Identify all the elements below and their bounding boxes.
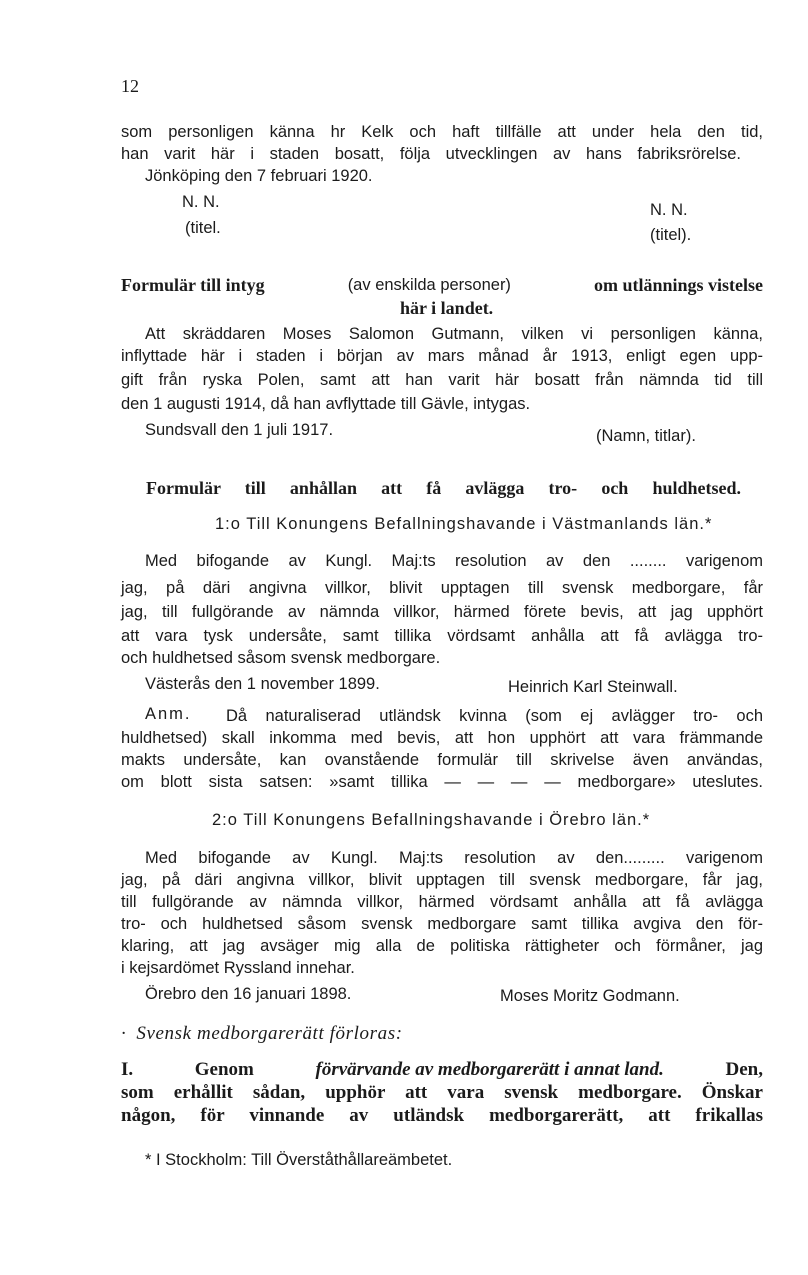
form-heading-normal: (av enskilda personer) — [347, 276, 511, 294]
paragraph-line: jag, till fullgörande av nämnda villkor, härmed förete bevis, att jag upphört — [121, 603, 763, 621]
signature-left-title: (titel. — [185, 219, 221, 237]
paragraph-line: någon, för vinnande av utländsk medborgarerätt, att frikallas — [121, 1105, 763, 1126]
paragraph-word: Den, — [725, 1059, 763, 1080]
paragraph-line: som erhållit sådan, upphör att vara svensk medborgare. Önskar — [121, 1082, 763, 1103]
paragraph-line: inflyttade här i staden i början av mars månad år 1913, enligt egen upp- — [121, 347, 763, 365]
signature-left-name: N. N. — [182, 193, 220, 211]
signature: Heinrich Karl Steinwall. — [508, 678, 678, 696]
sub-heading: 1:o Till Konungens Befallningshavande i Västmanlands län.* — [215, 515, 713, 533]
paragraph-line: om blott sista satsen: »samt tillika — — — — medborgare» uteslutes. — [121, 773, 763, 791]
signature: Moses Moritz Godmann. — [500, 987, 680, 1005]
paragraph-line: tro- och huldhetsed såsom svensk medborgare samt tillika avgiva den för- — [121, 915, 763, 933]
paragraph-line: den 1 augusti 1914, då han avflyttade till Gävle, intygas. — [121, 395, 531, 413]
paragraph-line: att vara tysk undersåte, samt tillika vördsamt anhålla att få avlägga tro- — [121, 627, 763, 645]
paragraph-line: Med bifogande av Kungl. Maj:ts resolution av den......... varigenom — [145, 849, 763, 867]
paragraph-line: Med bifogande av Kungl. Maj:ts resolution av den ........ varigenom — [145, 552, 763, 570]
paragraph-line: huldhetsed) skall inkomma med bevis, att hon upphört att vara främmande — [121, 729, 763, 747]
place-date: Västerås den 1 november 1899. — [145, 675, 380, 693]
paragraph-line: gift från ryska Polen, samt att han varit här bosatt från nämnda tid till — [121, 371, 763, 389]
form-heading: Formulär till anhållan att få avlägga tro- och huldhetsed. — [146, 478, 741, 498]
paragraph-line — [121, 1060, 763, 1080]
paragraph-word: Genom — [194, 1059, 254, 1080]
place-date: Jönköping den 7 februari 1920. — [145, 167, 373, 185]
sub-heading: 2:o Till Konungens Befallningshavande i Örebro län.* — [212, 811, 651, 829]
form-heading-line2: här i landet. — [400, 298, 494, 318]
section-heading-text: Svensk medborgarerätt förloras: — [136, 1023, 403, 1044]
paragraph-line: Då naturaliserad utländsk kvinna (som ej avlägger tro- och — [226, 707, 763, 725]
paragraph-line: i kejsardömet Ryssland innehar. — [121, 959, 355, 977]
paragraph-line: som personligen känna hr Kelk och haft tillfälle att under hela den tid, — [121, 123, 763, 141]
paragraph-line: Att skräddaren Moses Salomon Gutmann, vilken vi personligen känna, — [145, 325, 763, 343]
paragraph-line: klaring, att jag avsäger mig alla de politiska rättigheter och förmåner, jag — [121, 937, 763, 955]
paragraph-line: makts undersåte, kan ovanstående formulär till skrivelse även användas, — [121, 751, 763, 769]
paragraph-line: jag, på däri angivna villkor, blivit upptagen till svensk medborgare, får — [121, 579, 763, 597]
section-heading: · Svensk medborgarerätt förloras: — [121, 1023, 403, 1044]
signature: (Namn, titlar). — [596, 427, 696, 445]
paragraph-line: han varit här i staden bosatt, följa utvecklingen av hans fabriksrörelse. — [121, 145, 741, 163]
page-number: 12 — [121, 76, 139, 96]
paragraph-line: jag, på däri angivna villkor, blivit upptagen till svensk medborgare, får jag, — [121, 871, 763, 889]
place-date: Sundsvall den 1 juli 1917. — [145, 421, 334, 439]
paragraph-line: till fullgörande av nämnda villkor, härmed vördsamt anhålla att få avlägga — [121, 893, 763, 911]
signature-right-name: N. N. — [650, 201, 688, 219]
signature-right-title: (titel). — [650, 226, 692, 244]
form-heading-bold: Formulär till intyg — [121, 275, 265, 295]
paragraph-line: och huldhetsed såsom svensk medborgare. — [121, 649, 441, 667]
italic-phrase: förvärvande av medborgarerätt i annat land. — [315, 1059, 664, 1080]
note-label: Anm. — [145, 705, 192, 723]
footnote: * I Stockholm: Till Överståthållareämbetet. — [145, 1151, 453, 1169]
place-date: Örebro den 16 januari 1898. — [145, 985, 352, 1003]
form-heading-bold: om utlännings vistelse — [593, 275, 763, 295]
roman-numeral: I. — [121, 1059, 134, 1080]
form-heading — [121, 275, 763, 295]
